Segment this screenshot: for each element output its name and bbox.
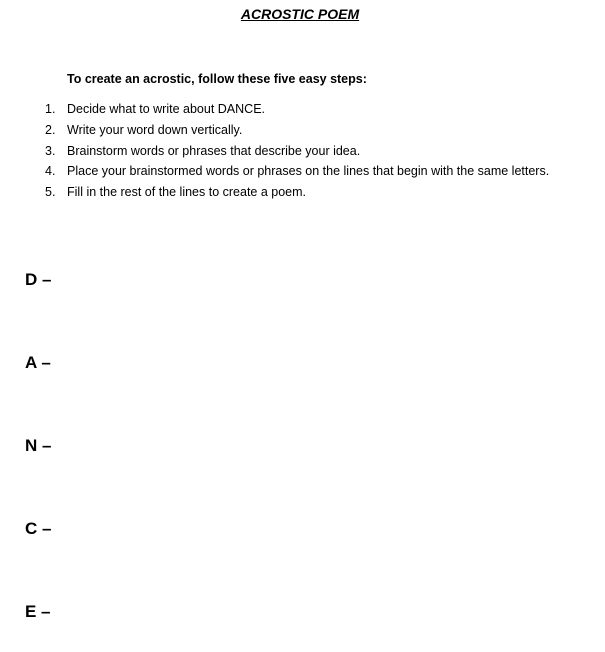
acrostic-line-d: D – [25, 270, 52, 289]
step-text: Brainstorm words or phrases that describe your idea. [67, 143, 361, 158]
acrostic-line-a: A – [25, 353, 51, 372]
step-text: Write your word down vertically. [67, 122, 243, 137]
step-number: 4. [45, 164, 56, 179]
step-number: 5. [45, 185, 56, 200]
instructions-heading: To create an acrostic, follow these five easy steps: [67, 72, 367, 86]
step-number: 1. [45, 102, 56, 116]
step-number: 2. [45, 122, 56, 137]
acrostic-line-n: N – [25, 436, 52, 455]
step-text: Place your brainstormed words or phrases on the lines that begin with the same letters. [67, 164, 550, 179]
page-title: ACROSTIC POEM [240, 6, 360, 22]
step-text: Fill in the rest of the lines to create a poem. [67, 185, 307, 200]
step-number: 3. [45, 143, 56, 158]
step-text: Decide what to write about DANCE. [67, 102, 266, 116]
acrostic-line-c: C – [25, 519, 52, 538]
acrostic-line-e: E – [25, 602, 51, 621]
